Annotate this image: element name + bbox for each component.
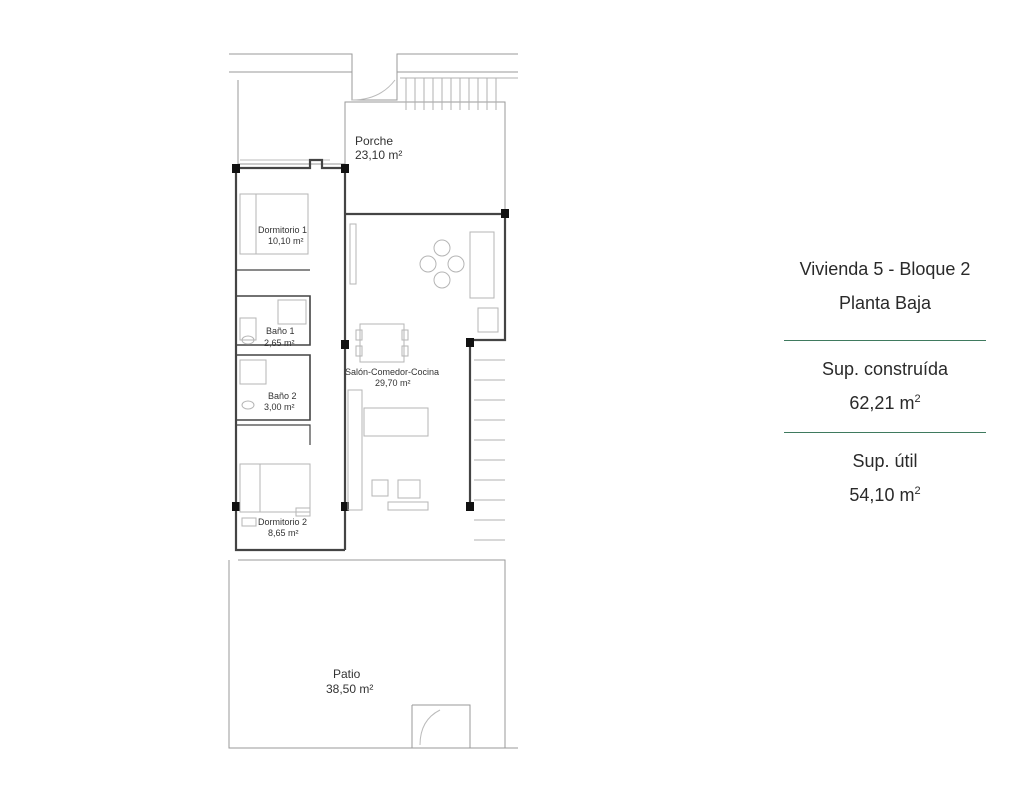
site-boundary bbox=[229, 54, 518, 100]
useful-area-unit-sup: 2 bbox=[914, 485, 921, 497]
built-area-number: 62,21 m bbox=[849, 393, 915, 413]
info-panel bbox=[784, 250, 986, 312]
built-area-label: Sup. construída bbox=[821, 359, 949, 379]
useful-area-label: Sup. útil bbox=[852, 451, 918, 471]
useful-area-block bbox=[784, 452, 986, 504]
built-area-block bbox=[784, 360, 986, 412]
stairs-top bbox=[400, 78, 518, 110]
built-area-value bbox=[784, 394, 986, 412]
patio-name: Patio bbox=[333, 667, 361, 681]
dorm1-name: Dormitorio 1 bbox=[258, 225, 308, 235]
useful-area-number: 54,10 m bbox=[849, 485, 915, 505]
floor-name: Planta Baja bbox=[838, 293, 932, 313]
dining-table bbox=[360, 324, 404, 362]
dorm2-name: Dormitorio 2 bbox=[258, 517, 308, 527]
bano1-area: 2,65 m² bbox=[264, 338, 295, 348]
bed-dorm2 bbox=[240, 464, 310, 512]
salon-area: 29,70 m² bbox=[375, 378, 411, 388]
dorm1-area: 10,10 m² bbox=[268, 236, 304, 246]
divider-bottom bbox=[784, 432, 986, 433]
stairs-side bbox=[474, 360, 505, 540]
bano1-name: Baño 1 bbox=[266, 326, 295, 336]
bath1-shower bbox=[278, 300, 306, 324]
dorm2-area: 8,65 m² bbox=[268, 528, 299, 538]
porche-area: 23,10 m² bbox=[355, 148, 403, 162]
patio-outline bbox=[229, 560, 518, 748]
built-area-unit-sup: 2 bbox=[914, 393, 921, 405]
porche-name: Porche bbox=[355, 134, 394, 148]
divider-top bbox=[784, 340, 986, 341]
patio-area: 38,50 m² bbox=[326, 682, 374, 696]
bano2-area: 3,00 m² bbox=[264, 402, 295, 412]
salon-name: Salón-Comedor-Cocina bbox=[345, 367, 440, 377]
useful-area-value bbox=[784, 486, 986, 504]
dwelling-title: Vivienda 5 - Bloque 2 bbox=[799, 259, 971, 279]
sofa bbox=[470, 232, 494, 298]
kitchen-island bbox=[364, 408, 428, 436]
bano2-name: Baño 2 bbox=[268, 391, 297, 401]
bath2-shower bbox=[240, 360, 266, 384]
